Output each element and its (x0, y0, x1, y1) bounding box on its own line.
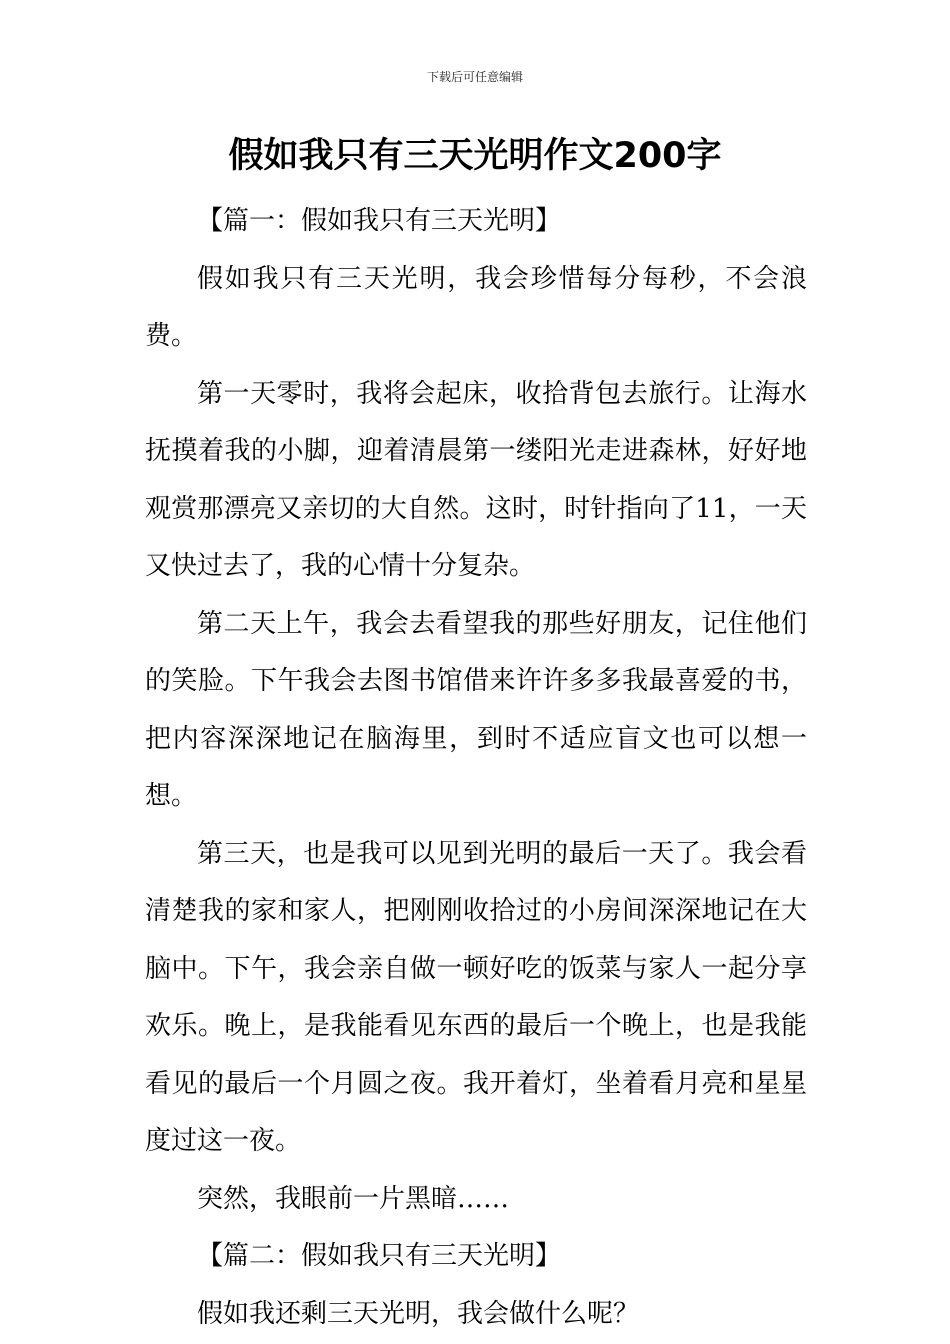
article-body (145, 193, 807, 1343)
header-note: 下载后可任意编辑 (426, 70, 523, 84)
section-heading-1: 【篇一：假如我只有三天光明】 (197, 206, 562, 236)
document-title: 假如我只有三天光明作文200字 (228, 136, 722, 176)
paragraph: 第二天上午，我会去看望我的那些好朋友，记住他们的笑脸。下午我会去图书馆借来许许多多我最喜爱的书，把内容深深地记在脑海里，到时不适应盲文也可以想一想。 (145, 608, 807, 811)
paragraph: 假如我只有三天光明，我会珍惜每分每秒，不会浪费。 (145, 263, 807, 351)
paragraph: 突然，我眼前一片黑暗…… (197, 1183, 510, 1214)
section-heading-2: 【篇二：假如我只有三天光明】 (197, 1241, 562, 1271)
paragraph: 第三天，也是我可以见到光明的最后一天了。我会看清楚我的家和家人，把刚刚收拾过的小房间深深地记在大脑中。下午，我会亲自做一顿好吃的饭菜与家人一起分享欢乐。晚上，是我能看见东西的最后一个晚上，也是我能看见的最后一个月圆之夜。我开着灯，坐着看月亮和星星度过这一夜。 (145, 838, 807, 1156)
paragraph: 假如我还剩三天光明，我会做什么呢？ (197, 1298, 640, 1329)
paragraph: 第一天零时，我将会起床，收拾背包去旅行。让海水抚摸着我的小脚，迎着清晨第一缕阳光走进森林，好好地观赏那漂亮又亲切的大自然。这时，时针指向了11，一天又快过去了，我的心情十分复杂。 (145, 378, 807, 581)
